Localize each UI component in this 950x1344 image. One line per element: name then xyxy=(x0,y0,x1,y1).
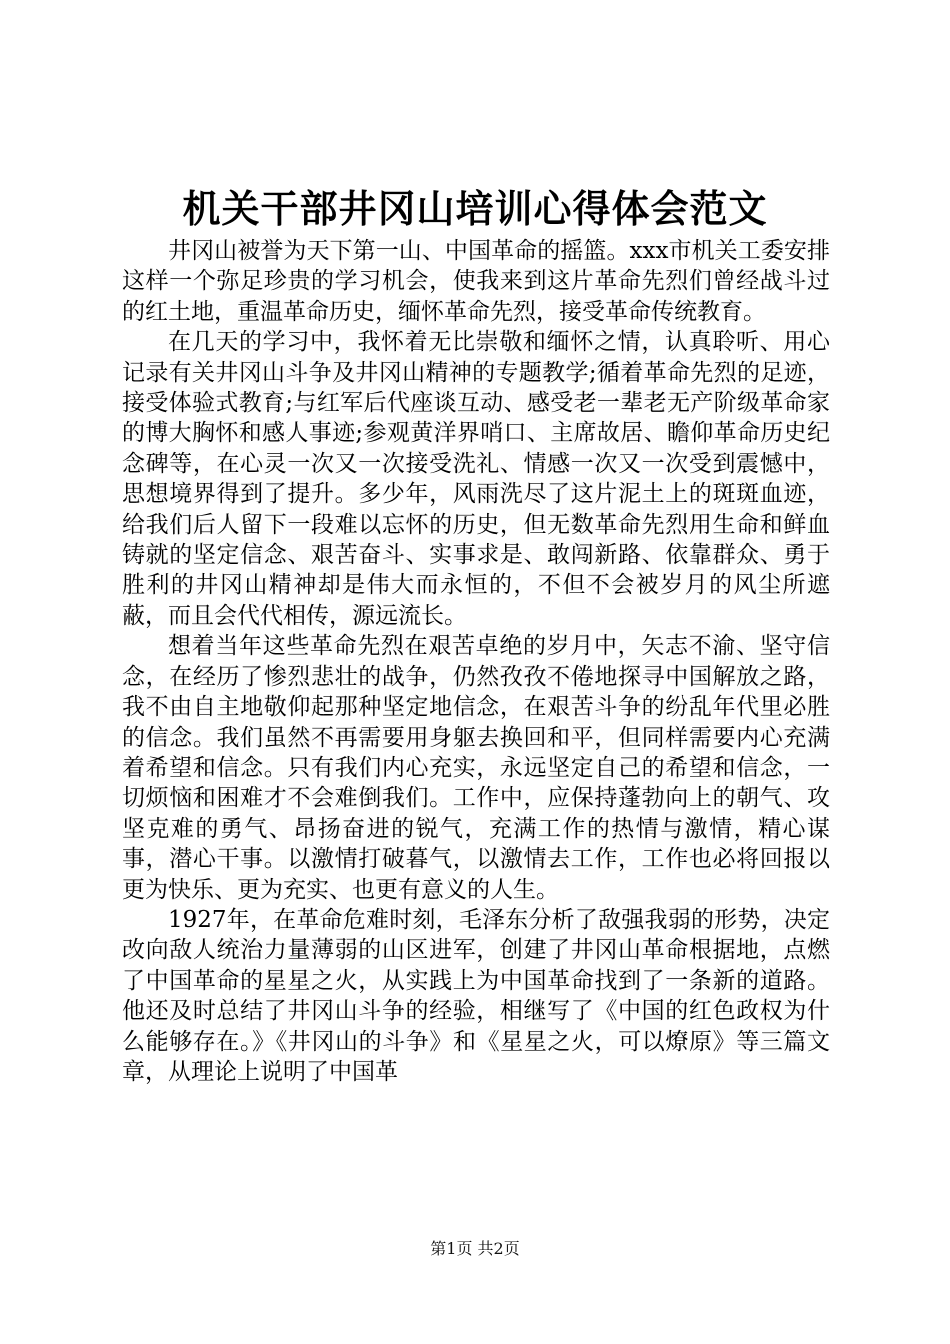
document-title: 机关干部井冈山培训心得体会范文 xyxy=(182,186,768,231)
paragraph-1: 井冈山被誉为天下第一山、中国革命的摇篮。xxx市机关工委安排这样一个弥足珍贵的学习机会，使我来到这片革命先烈们曾经战斗过的红土地，重温革命历史，缅怀革命先烈，接受革命传统教育。 xyxy=(122,238,830,325)
paragraph-3: 想着当年这些革命先烈在艰苦卓绝的岁月中，矢志不渝、坚守信念，在经历了惨烈悲壮的战争，仍然孜孜不倦地探寻中国解放之路，我不由自主地敬仰起那种坚定地信念，在艰苦斗争的纷乱年代里必胜的信念。我们虽然不再需要用身躯去换回和平，但同样需要内心充满着希望和信念。只有我们内心充实，永远坚定自己的希望和信念，一切烦恼和困难才不会难倒我们。工作中，应保持蓬勃向上的朝气、攻坚克难的勇气、昂扬奋进的锐气，充满工作的热情与激情，精心谋事，潜心干事。以激情打破暮气，以激情去工作，工作也必将回报以更为快乐、更为充实、也更有意义的人生。 xyxy=(122,633,830,903)
document-body xyxy=(122,236,830,1087)
paragraph-4: 1927年，在革命危难时刻，毛泽东分析了敌强我弱的形势，决定改向敌人统治力量薄弱的山区进军，创建了井冈山革命根据地，点燃了中国革命的星星之火，从实践上为中国革命找到了一条新的道路。他还及时总结了井冈山斗争的经验，相继写了《中国的红色政权为什么能够存在。》《井冈山的斗争》和《星星之火，可以燎原》等三篇文章，从理论上说明了中国革 xyxy=(122,906,830,1085)
paragraph-2: 在几天的学习中，我怀着无比崇敬和缅怀之情，认真聆听、用心记录有关井冈山斗争及井冈山精神的专题教学;循着革命先烈的足迹，接受体验式教育;与红军后代座谈互动、感受老一辈老无产阶级革命家的博大胸怀和感人事迹;参观黄洋界哨口、主席故居、瞻仰革命历史纪念碑等，在心灵一次又一次接受洗礼、情感一次又一次受到震憾中，思想境界得到了提升。多少年，风雨洗尽了这片泥土上的斑斑血迹，给我们后人留下一段难以忘怀的历史，但无数革命先烈用生命和鲜血铸就的坚定信念、艰苦奋斗、实事求是、敢闯新路、依靠群众、勇于胜利的井冈山精神却是伟大而永恒的，不但不会被岁月的风尘所遮蔽，而且会代代相传，源远流长。 xyxy=(122,329,830,629)
page-number-label: 第1页 共2页 xyxy=(430,1239,520,1258)
page-footer xyxy=(0,1238,950,1260)
